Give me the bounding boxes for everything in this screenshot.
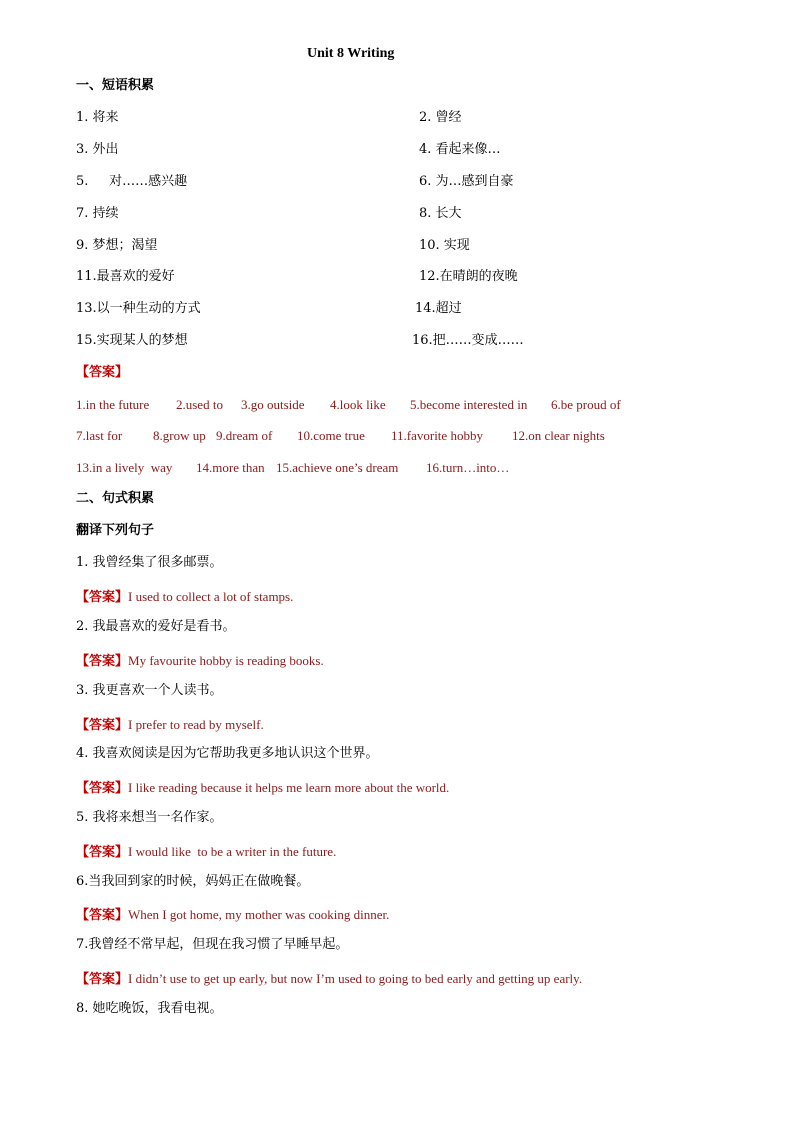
answer-text: I didn’t use to get up early, but now I’m used to going to bed early and getting up early.	[128, 971, 583, 986]
answer-tag: 【答案】	[76, 845, 129, 860]
sentence-answer	[76, 970, 582, 986]
phrase-item: 8. 长大	[419, 206, 462, 221]
phrase-item: 1. 将来	[76, 110, 119, 125]
phrase-item: 4. 看起来像…	[419, 142, 501, 157]
sentence-answer	[76, 843, 336, 859]
phrase-item: 14.超过	[415, 301, 462, 316]
phrase-item: 11.最喜欢的爱好	[76, 269, 175, 284]
phrase-item: 12.在晴朗的夜晚	[419, 269, 518, 284]
sentence-question: 4. 我喜欢阅读是因为它帮助我更多地认识这个世界。	[76, 746, 379, 761]
answer-tag: 【答案】	[76, 718, 129, 733]
phrase-item: 5. 对……感兴趣	[76, 174, 188, 189]
phrase-item: 13.以一种生动的方式	[76, 301, 201, 316]
sentence-question: 2. 我最喜欢的爱好是看书。	[76, 619, 236, 634]
phrase-answer: 8.grow up	[153, 428, 206, 443]
phrase-answer: 2.used to	[176, 397, 223, 412]
answer-tag: 【答案】	[76, 781, 129, 796]
sentence-question: 1. 我曾经集了很多邮票。	[76, 555, 223, 570]
phrase-answer: 3.go outside	[241, 397, 305, 412]
answer-text: I would like to be a writer in the future.	[128, 844, 337, 859]
sentence-question: 8. 她吃晚饭，我看电视。	[76, 1001, 223, 1016]
phrase-item: 6. 为…感到自豪	[419, 174, 514, 189]
phrase-answer: 15.achieve one’s dream	[276, 460, 399, 475]
answer-tag: 【答案】	[76, 654, 129, 669]
section-heading-sentences: 二、句式积累	[76, 491, 155, 506]
sentence-question: 3. 我更喜欢一个人读书。	[76, 683, 223, 698]
sentence-question: 6.当我回到家的时候，妈妈正在做晚餐。	[76, 874, 310, 889]
answer-tag: 【答案】	[76, 590, 129, 605]
phrase-answer: 4.look like	[330, 397, 386, 412]
phrase-answer: 12.on clear nights	[512, 428, 605, 443]
sentence-answer	[76, 588, 293, 604]
answer-tag: 【答案】	[76, 908, 129, 923]
phrase-answer: 1.in the future	[76, 397, 150, 412]
phrase-answer: 16.turn…into…	[426, 460, 510, 475]
phrase-item: 9. 梦想；渴望	[76, 238, 158, 253]
phrase-answer: 10.come true	[297, 428, 365, 443]
phrase-answer: 11.favorite hobby	[391, 428, 483, 443]
answer-text: My favourite hobby is reading books.	[128, 653, 324, 668]
sentence-question: 5. 我将来想当一名作家。	[76, 810, 223, 825]
phrase-item: 10. 实现	[419, 238, 470, 253]
phrase-item: 3. 外出	[76, 142, 119, 157]
answer-text: I used to collect a lot of stamps.	[128, 589, 294, 604]
sentence-answer	[76, 906, 389, 922]
answer-text: I prefer to read by myself.	[128, 717, 264, 732]
answer-tag: 【答案】	[76, 972, 129, 987]
answer-tag: 【答案】	[76, 365, 129, 380]
phrase-answer: 6.be proud of	[551, 397, 621, 412]
page-title: Unit 8 Writing	[307, 46, 395, 61]
phrase-item: 15.实现某人的梦想	[76, 333, 188, 348]
phrase-answer: 13.in a lively way	[76, 460, 173, 475]
answer-text: I like reading because it helps me learn more about the world.	[128, 780, 450, 795]
section-heading-phrases: 一、短语积累	[76, 78, 155, 93]
sentence-answer	[76, 779, 449, 795]
phrase-answer: 7.last for	[76, 428, 123, 443]
phrase-answer: 9.dream of	[216, 428, 273, 443]
phrase-item: 7. 持续	[76, 206, 119, 221]
phrase-answer: 14.more than	[196, 460, 265, 475]
sentence-question: 7.我曾经不常早起，但现在我习惯了早睡早起。	[76, 937, 349, 952]
sentence-answer	[76, 716, 264, 732]
answer-text: When I got home, my mother was cooking dinner.	[128, 907, 390, 922]
phrase-answer: 5.become interested in	[410, 397, 528, 412]
phrase-item: 2. 曾经	[419, 110, 462, 125]
section-subheading: 翻译下列句子	[76, 523, 155, 538]
phrase-item: 16.把……变成……	[412, 333, 524, 348]
sentence-answer	[76, 652, 324, 668]
